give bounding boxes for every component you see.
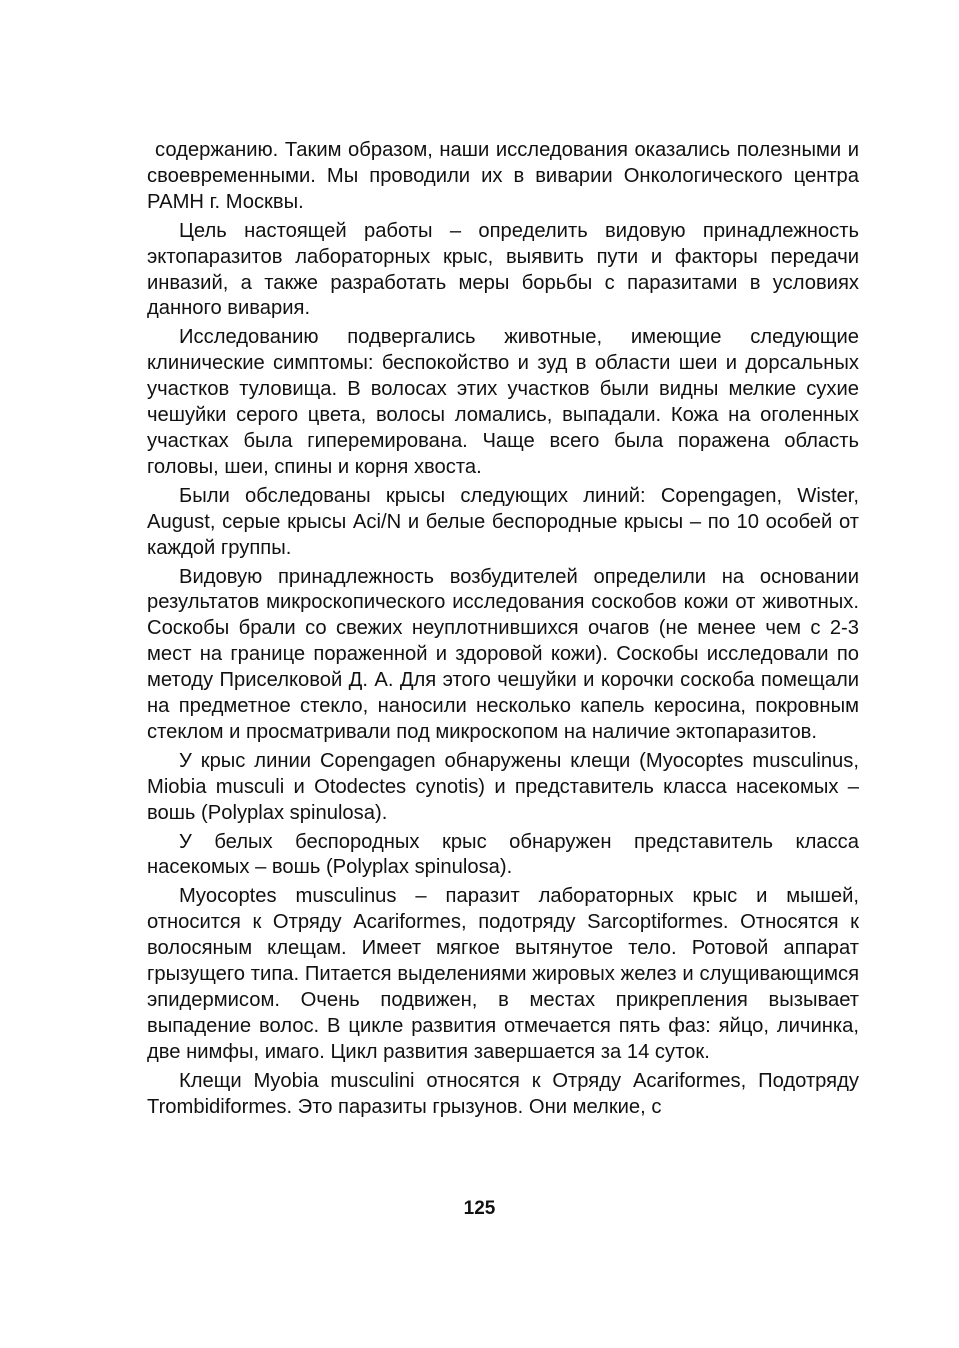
paragraph-6: У крыс линии Copengagen обнаружены клещи (Myocoptes musculinus, Miobia musculi и Otodectes cynotis) и представитель класса насекомых – вошь (Polyplax spinulosa).: [147, 749, 859, 824]
paragraph-1: содержанию. Таким образом, наши исследования оказались полезными и своевременными. Мы проводили их в виварии Онкологического центра РАМН г. Москвы.: [147, 139, 859, 213]
paragraph-8: Myocoptes musculinus – паразит лабораторных крыс и мышей, относится к Отряду Acariformes, подотряду Sarcoptiformes. Относятся к волосяным клещам. Имеет мягкое вытянутое тело. Ротовой аппарат грызущего типа. Питается выделениями жировых желез и слущивающимся эпидермисом. Очень подвижен, в местах прикрепления вызывает выпадение волос. В цикле развития отмечается пять фаз: яйцо, личинка, две нимфы, имаго. Цикл развития завершается за 14 суток.: [147, 885, 859, 1063]
body-text: [147, 138, 859, 1124]
paragraph-9: Клещи Myobia musculini относятся к Отряду Acariformes, Подотряду Trombidiformes. Это паразиты грызунов. Они мелкие, с: [147, 1069, 859, 1118]
paragraph-3: Исследованию подвергались животные, имеющие следующие клинические симптомы: беспокойство и зуд в области шеи и дорсальных участков туловища. В волосах этих участков были видны мелкие сухие чешуйки серого цвета, волосы ломались, выпадали. Кожа на оголенных участках была гиперемирована. Чаще всего была поражена область головы, шеи, спины и корня хвоста.: [147, 326, 859, 478]
paragraph-5: Видовую принадлежность возбудителей определили на основании результатов микроскопического исследования соскобов кожи от животных. Соскобы брали со свежих неуплотнившихся очагов (не менее чем с 2-3 мест на границе пораженной и здоровой кожи). Соскобы исследовали по методу Приселковой Д. А. Для этого чешуйки и корочки соскоба помещали на предметное стекло, наносили несколько капель керосина, покровным стеклом и просматривали под микроскопом на наличие эктопаразитов.: [147, 565, 859, 743]
paragraph-2: Цель настоящей работы – определить видовую принадлежность эктопаразитов лабораторных крыс, выявить пути и факторы передачи инвазий, а также разработать меры борьбы с паразитами в условиях данного вивария.: [147, 219, 859, 320]
paragraph-4: Были обследованы крысы следующих линий: Copengagen, Wister, August, серые крысы Aci/N и белые беспородные крысы – по 10 особей от каждой группы.: [147, 484, 859, 559]
paragraph-7: У белых беспородных крыс обнаружен представитель класса насекомых – вошь (Polyplax spinulosa).: [147, 830, 859, 879]
page-number: 125: [463, 1198, 496, 1219]
